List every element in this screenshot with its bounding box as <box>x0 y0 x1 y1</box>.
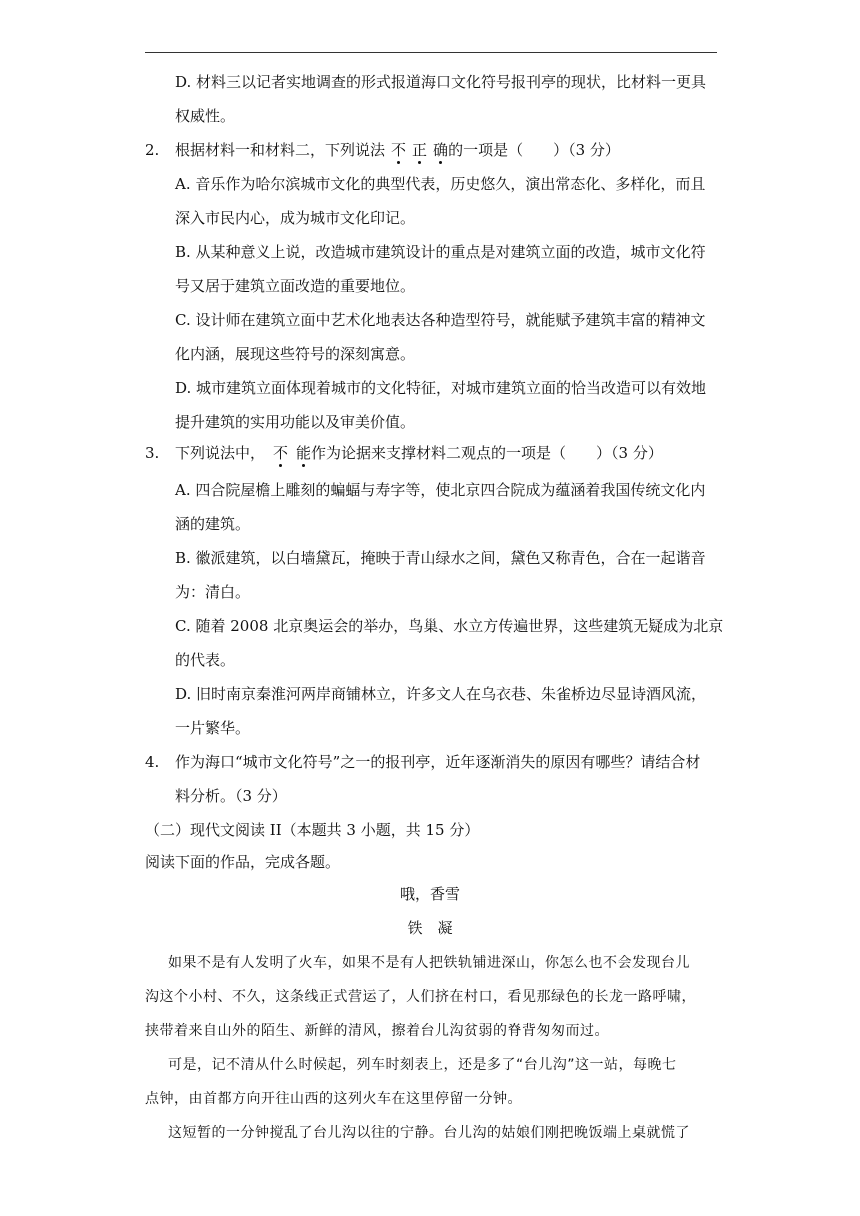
q3-emphasis-char: 不 <box>273 444 289 462</box>
q3-option-b-line1: B. 徽派建筑，以白墙黛瓦，掩映于青山绿水之间，黛色又称青色，合在一起谐音 <box>175 549 706 567</box>
q2-stem-pre: 根据材料一和材料二，下列说法 <box>175 141 386 159</box>
q4-stem-line1: 作为海口“城市文化符号”之一的报刊亭，近年逐渐消失的原因有哪些？请结合材 <box>175 753 701 771</box>
q2-stem <box>175 140 620 160</box>
q2-emphasis-char: 正 <box>412 141 428 159</box>
q2-option-b-line1: B. 从某种意义上说，改造城市建筑设计的重点是对建筑立面的改造，城市文化符 <box>175 243 706 261</box>
q3-stem-pre: 下列说法中， <box>175 444 266 462</box>
q4-stem-line2: 料分析。（3 分） <box>175 787 287 805</box>
q3-stem-post: 作为论据来支撑材料二观点的一项是（ ）（3 分） <box>311 444 663 462</box>
section-heading: （二）现代文阅读 II（本题共 3 小题，共 15 分） <box>145 821 480 839</box>
section-instruction: 阅读下面的作品，完成各题。 <box>145 853 341 871</box>
q1-option-d-line2: 权威性。 <box>175 107 236 125</box>
q1-option-d-line1: D. 材料三以记者实地调查的形式报道海口文化符号报刊亭的现状，比材料一更具 <box>175 73 707 91</box>
q2-number: 2. <box>145 141 160 159</box>
q2-option-c-line2: 化内涵，展现这些符号的深刻寓意。 <box>175 345 416 363</box>
q2-option-d-line2: 提升建筑的实用功能以及审美价值。 <box>175 413 416 431</box>
article-paragraph-line: 这短暂的一分钟搅乱了台儿沟以往的宁静。台儿沟的姑娘们刚把晚饭端上桌就慌了 <box>168 1125 690 1141</box>
q2-option-a-line2: 深入市民内心，成为城市文化印记。 <box>175 209 416 227</box>
q3-option-b-line2: 为：清白。 <box>175 583 251 601</box>
q2-emphasis-char: 确 <box>433 141 449 159</box>
article-paragraph-line: 可是，记不清从什么时候起，列车时刻表上，还是多了“台儿沟”这一站，每晚七 <box>168 1057 677 1073</box>
article-author: 铁 凝 <box>407 919 453 937</box>
q2-option-b-line2: 号又居于建筑立面改造的重要地位。 <box>175 277 416 295</box>
article-paragraph-line: 如果不是有人发明了火车，如果不是有人把铁轨铺进深山，你怎么也不会发现台儿 <box>168 955 690 971</box>
q2-stem-post: 的一项是（ ）（3 分） <box>448 141 620 159</box>
q2-option-c-line1: C. 设计师在建筑立面中艺术化地表达各种造型符号，就能赋予建筑丰富的精神文 <box>175 311 706 329</box>
q2-emphasis-char: 不 <box>391 141 407 159</box>
q3-option-c-line1: C. 随着 2008 北京奥运会的举办，鸟巢、水立方传遍世界，这些建筑无疑成为北京 <box>175 617 724 635</box>
q3-emphasis-char: 能 <box>296 444 312 462</box>
header-rule <box>145 52 717 53</box>
article-title: 哦，香雪 <box>399 885 460 903</box>
q2-option-d-line1: D. 城市建筑立面体现着城市的文化特征，对城市建筑立面的恰当改造可以有效地 <box>175 379 707 397</box>
q3-option-a-line2: 涵的建筑。 <box>175 515 251 533</box>
article-paragraph-line: 点钟，由首都方向开往山西的这列火车在这里停留一分钟。 <box>145 1091 522 1107</box>
q3-option-c-line2: 的代表。 <box>175 651 236 669</box>
q4-number: 4. <box>145 753 160 771</box>
article-paragraph-line: 挟带着来自山外的陌生、新鲜的清风，擦着台儿沟贫弱的脊背匆匆而过。 <box>145 1023 609 1039</box>
q3-option-d-line2: 一片繁华。 <box>175 719 251 737</box>
q3-number: 3. <box>145 444 160 462</box>
q2-option-a-line1: A. 音乐作为哈尔滨城市文化的典型代表，历史悠久，演出常态化、多样化，而且 <box>175 175 706 193</box>
q3-option-d-line1: D. 旧时南京秦淮河两岸商铺林立，许多文人在乌衣巷、朱雀桥边尽显诗酒风流， <box>175 685 707 703</box>
q3-option-a-line1: A. 四合院屋檐上雕刻的蝙蝠与寿字等，使北京四合院成为蕴涵着我国传统文化内 <box>175 481 706 499</box>
q3-stem <box>175 443 663 463</box>
article-paragraph-line: 沟这个小村、不久，这条线正式营运了，人们挤在村口，看见那绿色的长龙一路呼啸， <box>145 989 696 1005</box>
